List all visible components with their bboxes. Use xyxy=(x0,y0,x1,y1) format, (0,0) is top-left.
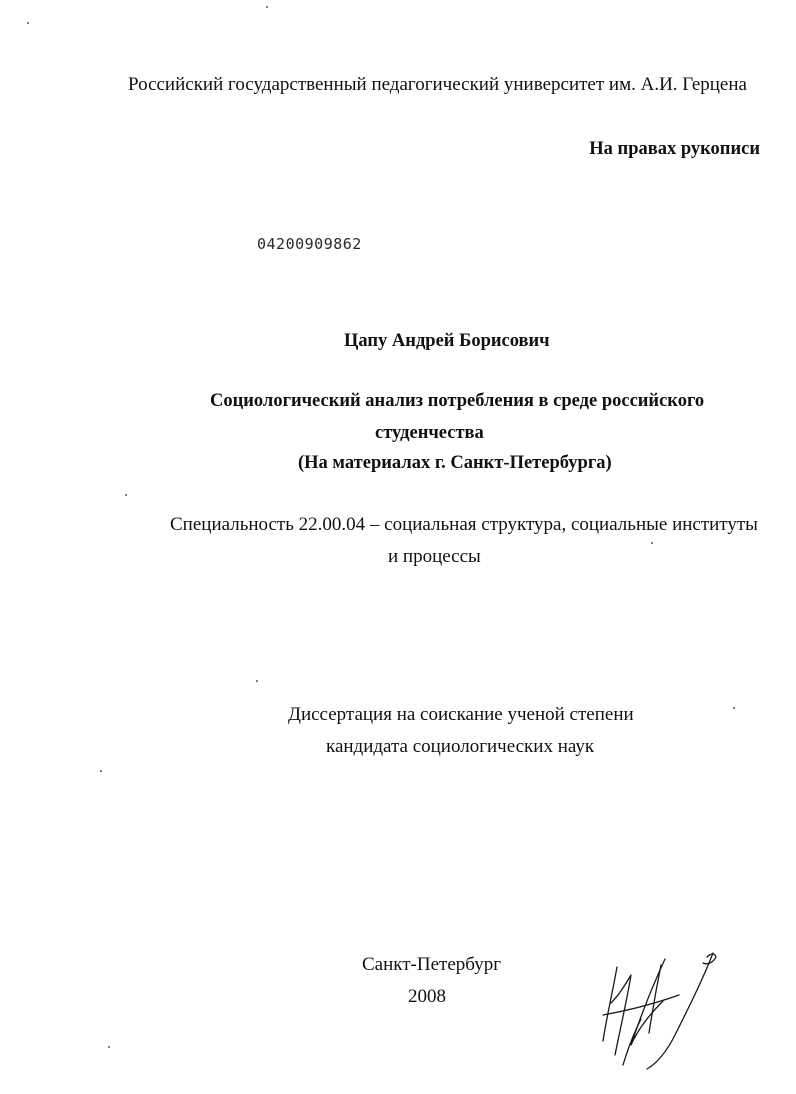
signature xyxy=(595,945,725,1075)
university-name: Российский государственный педагогический университет им. А.И. Герцена xyxy=(128,74,747,95)
dissertation-line-1: Диссертация на соискание ученой степени xyxy=(288,704,634,725)
signature-stroke xyxy=(649,965,661,1033)
serial-number-stamp: 04200909862 xyxy=(257,235,362,253)
city: Санкт-Петербург xyxy=(362,954,502,975)
title-line-1: Социологический анализ потребления в среде российского xyxy=(210,391,705,411)
title-line-2: студенчества xyxy=(375,423,484,443)
specialty-line-1: Специальность 22.00.04 – социальная структура, социальные институты xyxy=(170,514,758,535)
scan-speck xyxy=(108,1046,110,1048)
specialty-line-2: и процессы xyxy=(388,546,481,567)
scan-speck xyxy=(733,707,735,709)
scan-speck xyxy=(256,680,258,682)
year: 2008 xyxy=(408,986,446,1007)
signature-stroke xyxy=(611,975,631,1055)
scan-speck xyxy=(266,6,268,8)
rights-notice: На правах рукописи xyxy=(589,139,760,159)
dissertation-line-2: кандидата социологических наук xyxy=(326,736,595,757)
scan-speck xyxy=(100,770,102,772)
signature-stroke xyxy=(603,995,679,1015)
signature-stroke xyxy=(603,967,617,1041)
scan-speck xyxy=(27,22,29,24)
title-line-3: (На материалах г. Санкт-Петербурга) xyxy=(298,453,612,473)
scan-speck xyxy=(651,542,653,544)
signature-stroke xyxy=(647,953,713,1069)
author-name: Цапу Андрей Борисович xyxy=(344,331,550,351)
scan-speck xyxy=(125,494,127,496)
